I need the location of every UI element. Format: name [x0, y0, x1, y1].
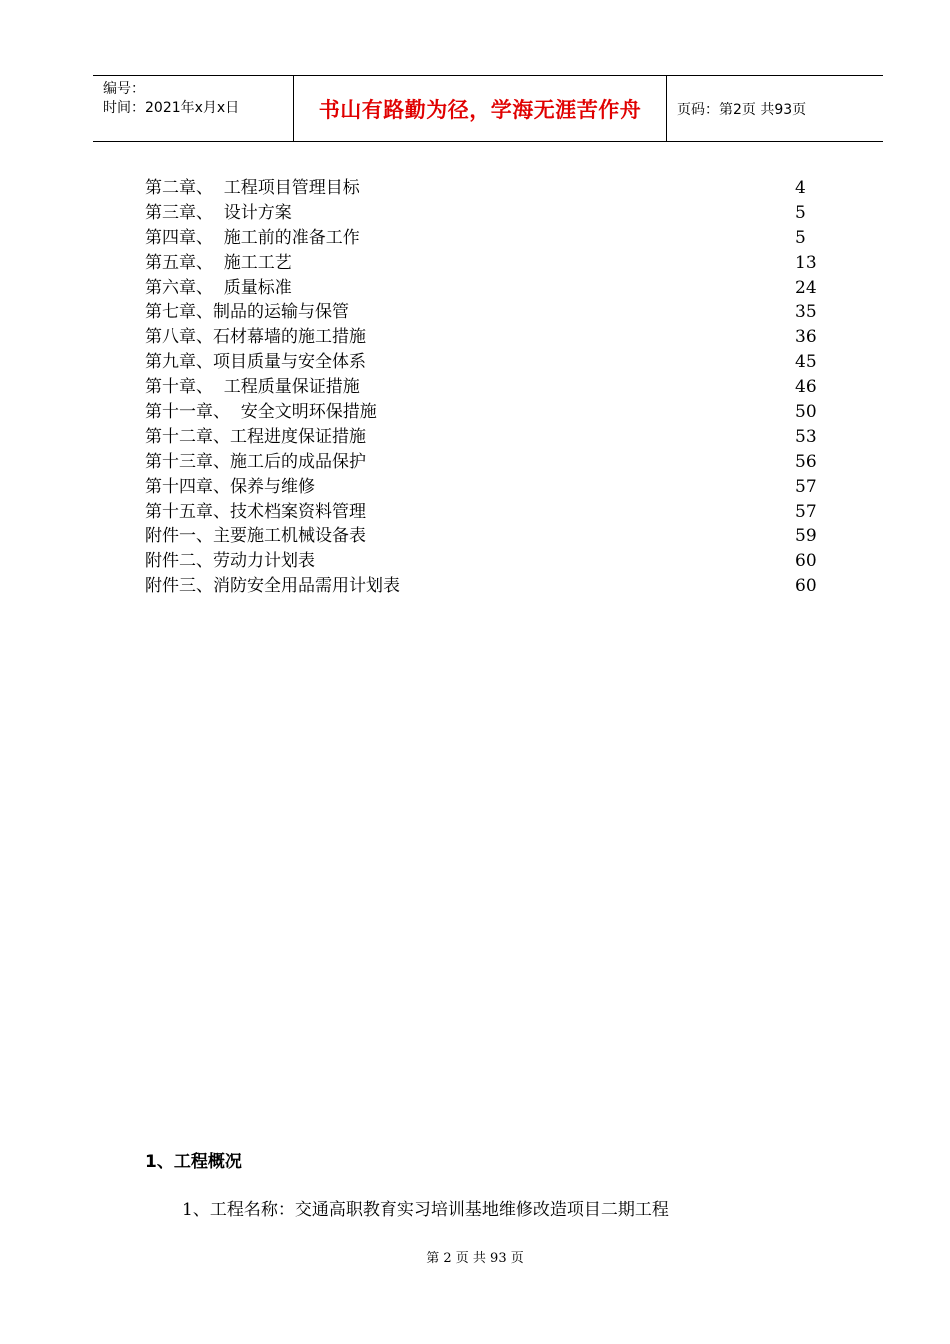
- header-time-label: 时间：2021年x月x日: [103, 100, 240, 116]
- toc-entry-title: 第七章、制品的运输与保管: [145, 302, 349, 323]
- toc-entry[interactable]: [145, 425, 825, 450]
- toc-entry-title: 第十二章、工程进度保证措施: [145, 426, 366, 447]
- project-name-paragraph: 1、工程名称：交通高职教育实习培训基地维修改造项目二期工程: [182, 1200, 669, 1220]
- toc-entry[interactable]: [145, 201, 825, 226]
- toc-entry-page: 5: [795, 202, 806, 223]
- header-number-label: 编号：: [103, 81, 145, 97]
- toc-entry-page: 60: [795, 551, 817, 572]
- toc-entry-title: 附件一、主要施工机械设备表: [145, 526, 366, 547]
- toc-entry-page: 4: [795, 178, 806, 198]
- toc-entry-page: 46: [795, 377, 817, 398]
- toc-entry-page: 57: [795, 501, 817, 522]
- header-motto: 书山有路勤为径，学海无涯苦作舟: [294, 76, 667, 141]
- toc-entry-page: 35: [795, 302, 817, 323]
- toc-entry[interactable]: [145, 375, 825, 400]
- toc-entry[interactable]: [145, 226, 825, 251]
- toc-entry[interactable]: [145, 574, 825, 599]
- toc-entry-page: 57: [795, 476, 817, 497]
- toc-entry[interactable]: [145, 325, 825, 350]
- toc-entry-title: 附件二、劳动力计划表: [145, 551, 315, 572]
- toc-entry-title: 第四章、 施工前的准备工作: [145, 227, 360, 248]
- section-heading: 1、工程概况: [145, 1152, 242, 1172]
- toc-entry-title: 第二章、 工程项目管理目标: [145, 178, 360, 198]
- page-header: [93, 75, 883, 142]
- toc-entry[interactable]: [145, 475, 825, 500]
- toc-entry-page: 36: [795, 327, 817, 348]
- toc-entry[interactable]: [145, 524, 825, 549]
- toc-entry[interactable]: [145, 350, 825, 375]
- toc-entry[interactable]: [145, 549, 825, 574]
- toc-entry-page: 50: [795, 402, 817, 423]
- toc-entry[interactable]: [145, 300, 825, 325]
- toc-entry-page: 56: [795, 451, 817, 472]
- toc-entry-title: 第八章、石材幕墙的施工措施: [145, 327, 366, 348]
- toc-entry-page: 59: [795, 526, 817, 547]
- toc-entry-page: 24: [795, 277, 817, 298]
- toc-entry-title: 第六章、 质量标准: [145, 277, 292, 298]
- toc-entry[interactable]: [145, 176, 825, 201]
- header-page-label: 页码：第2页 共93页: [677, 101, 807, 118]
- toc-entry-title: 第九章、项目质量与安全体系: [145, 352, 366, 373]
- toc-entry-page: 5: [795, 227, 806, 248]
- table-of-contents: [145, 176, 825, 599]
- page-footer: 第 2 页 共 93 页: [426, 1251, 524, 1266]
- toc-entry-page: 45: [795, 352, 817, 373]
- toc-entry-title: 第十章、 工程质量保证措施: [145, 377, 360, 398]
- toc-entry-title: 第十一章、 安全文明环保措施: [145, 402, 377, 423]
- toc-entry[interactable]: [145, 251, 825, 276]
- toc-entry-page: 53: [795, 426, 817, 447]
- toc-entry[interactable]: [145, 500, 825, 525]
- toc-entry-title: 第三章、 设计方案: [145, 202, 292, 223]
- toc-entry[interactable]: [145, 276, 825, 301]
- toc-entry-page: 60: [795, 576, 817, 597]
- toc-entry-title: 第十四章、保养与维修: [145, 476, 315, 497]
- toc-entry-title: 第十五章、技术档案资料管理: [145, 501, 366, 522]
- toc-entry-title: 第十三章、施工后的成品保护: [145, 451, 366, 472]
- toc-entry-title: 附件三、消防安全用品需用计划表: [145, 576, 400, 597]
- toc-entry-title: 第五章、 施工工艺: [145, 252, 292, 273]
- toc-entry[interactable]: [145, 400, 825, 425]
- header-info: [93, 76, 294, 141]
- toc-entry-page: 13: [795, 252, 817, 273]
- toc-entry[interactable]: [145, 450, 825, 475]
